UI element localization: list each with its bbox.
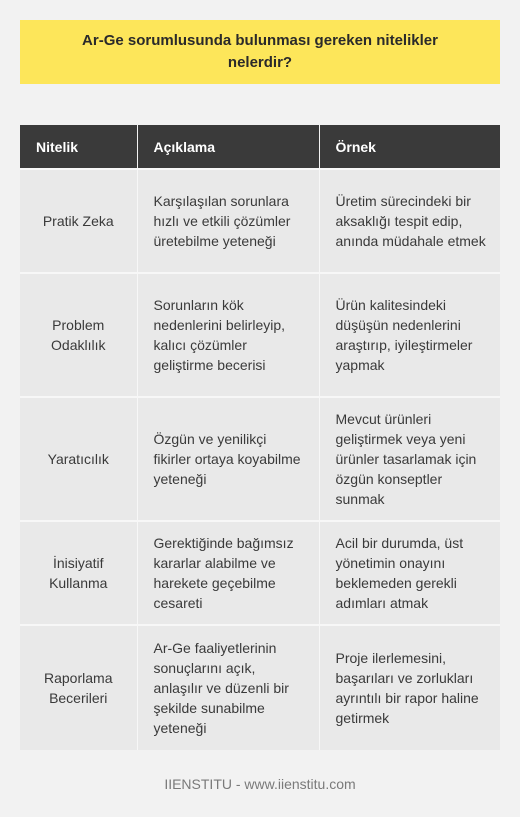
title-banner bbox=[20, 20, 500, 84]
cell-nitelik: Pratik Zeka bbox=[20, 169, 137, 273]
cell-ornek: Mevcut ürünleri geliştirmek veya yeni ürünler tasarlamak için özgün konseptler sunmak bbox=[319, 397, 500, 521]
column-header-nitelik: Nitelik bbox=[20, 125, 137, 169]
cell-aciklama: Özgün ve yenilikçi fikirler ortaya koyabilme yeteneği bbox=[137, 397, 319, 521]
cell-ornek: Acil bir durumda, üst yönetimin onayını beklemeden gerekli adımları atmak bbox=[319, 521, 500, 625]
cell-nitelik: Problem Odaklılık bbox=[20, 273, 137, 397]
page-title: Ar-Ge sorumlusunda bulunması gereken nitelikler nelerdir? bbox=[82, 32, 438, 71]
column-header-ornek: Örnek bbox=[319, 125, 500, 169]
cell-nitelik: Raporlama Becerileri bbox=[20, 625, 137, 750]
column-header-aciklama: Açıklama bbox=[137, 125, 319, 169]
qualities-table bbox=[20, 125, 500, 750]
table-row bbox=[20, 625, 500, 750]
table-row bbox=[20, 273, 500, 397]
table-header-row bbox=[20, 125, 500, 169]
cell-aciklama: Gerektiğinde bağımsız kararlar alabilme ve harekete geçebilme cesareti bbox=[137, 521, 319, 625]
footer-credit: IIENSTITU - www.iienstitu.com bbox=[164, 776, 356, 792]
table-row bbox=[20, 521, 500, 625]
cell-nitelik: İnisiyatif Kullanma bbox=[20, 521, 137, 625]
cell-ornek: Proje ilerlemesini, başarıları ve zorlukları ayrıntılı bir rapor haline getirmek bbox=[319, 625, 500, 750]
cell-aciklama: Ar-Ge faaliyetlerinin sonuçlarını açık, anlaşılır ve düzenli bir şekilde sunabilme yeteneği bbox=[137, 625, 319, 750]
cell-ornek: Üretim sürecindeki bir aksaklığı tespit edip, anında müdahale etmek bbox=[319, 169, 500, 273]
cell-nitelik: Yaratıcılık bbox=[20, 397, 137, 521]
table-row bbox=[20, 397, 500, 521]
cell-aciklama: Sorunların kök nedenlerini belirleyip, kalıcı çözümler geliştirme becerisi bbox=[137, 273, 319, 397]
cell-ornek: Ürün kalitesindeki düşüşün nedenlerini araştırıp, iyileştirmeler yapmak bbox=[319, 273, 500, 397]
table-row bbox=[20, 169, 500, 273]
cell-aciklama: Karşılaşılan sorunlara hızlı ve etkili çözümler üretebilme yeteneği bbox=[137, 169, 319, 273]
